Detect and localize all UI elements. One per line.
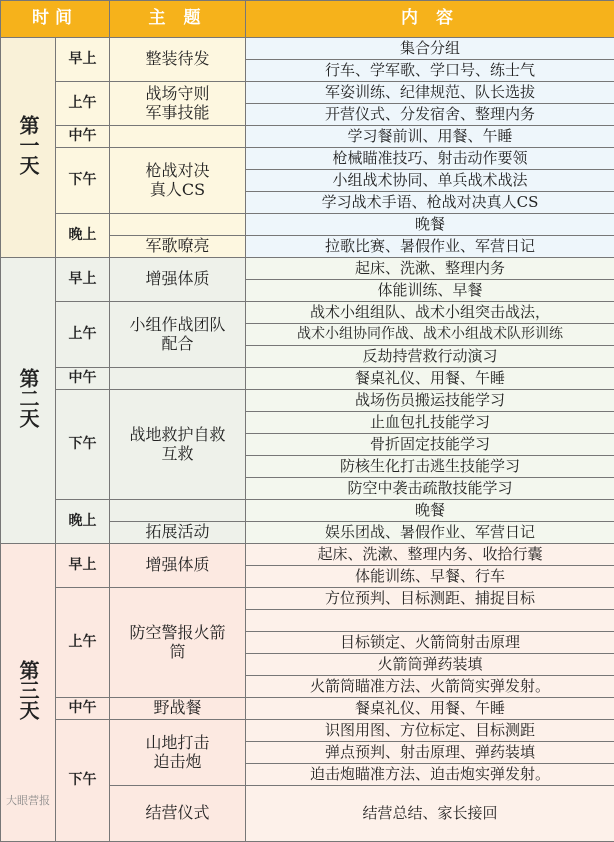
content-cell: 娱乐团战、暑假作业、军营日记 xyxy=(246,522,614,544)
topic-cell: 结营仪式 xyxy=(110,786,246,842)
content-cell: 结营总结、家长接回 xyxy=(246,786,614,842)
topic-cell xyxy=(110,500,246,522)
topic-cell xyxy=(110,720,246,786)
content-cell: 餐桌礼仪、用餐、午睡 xyxy=(246,698,614,720)
period-label: 上午 xyxy=(56,82,110,126)
content-cell: 战术小组协同作战、战术小组战术队形训练 xyxy=(246,324,614,346)
content-cell: 骨折固定技能学习 xyxy=(246,434,614,456)
topic-line: 战场守则 军事技能 xyxy=(145,84,209,121)
day-text: 第三天 xyxy=(15,660,41,720)
content-cell: 战场伤员搬运技能学习 xyxy=(246,390,614,412)
topic-cell xyxy=(110,368,246,390)
period-label: 下午 xyxy=(56,390,110,500)
content-cell: 弹点预判、射击原理、弹药装填 xyxy=(246,742,614,764)
content-cell: 止血包扎技能学习 xyxy=(246,412,614,434)
content-cell: 集合分组 xyxy=(246,38,614,60)
period-label: 早上 xyxy=(56,38,110,82)
content-cell: 小组战术协同、单兵战术战法 xyxy=(246,170,614,192)
period-label: 晚上 xyxy=(56,214,110,258)
day-label xyxy=(1,38,56,258)
content-cell: 体能训练、早餐 xyxy=(246,280,614,302)
content-cell: 拉歌比赛、暑假作业、军营日记 xyxy=(246,236,614,258)
content-cell: 起床、洗漱、整理内务、收拾行囊 xyxy=(246,544,614,566)
period-label: 下午 xyxy=(56,720,110,842)
table-row xyxy=(1,38,614,60)
topic-line: 小组作战团队 配合 xyxy=(129,315,225,352)
content-cell: 行车、学军歌、学口号、练士气 xyxy=(246,60,614,82)
topic-cell: 野战餐 xyxy=(110,698,246,720)
content-cell: 目标锁定、火箭筒射击原理 xyxy=(246,632,614,654)
content-cell: 战术小组组队、战术小组突击战法， xyxy=(246,302,614,324)
period-label: 中午 xyxy=(56,368,110,390)
content-cell: 反劫持营救行动演习 xyxy=(246,346,614,368)
content-cell: 晚餐 xyxy=(246,214,614,236)
topic-cell xyxy=(110,148,246,214)
topic-cell xyxy=(110,390,246,500)
header-row xyxy=(1,1,614,38)
day-text: 第一天 xyxy=(15,115,41,175)
topic-cell: 拓展活动 xyxy=(110,522,246,544)
period-label: 中午 xyxy=(56,126,110,148)
period-label: 早上 xyxy=(56,544,110,588)
content-cell: 体能训练、早餐、行车 xyxy=(246,566,614,588)
period-label: 中午 xyxy=(56,698,110,720)
watermark: 大眼营报 xyxy=(6,792,50,808)
topic-cell xyxy=(110,126,246,148)
content-cell: 防核生化打击逃生技能学习 xyxy=(246,456,614,478)
header-time: 时间 xyxy=(1,1,110,38)
topic-cell xyxy=(110,588,246,698)
topic-cell xyxy=(110,214,246,236)
content-cell: 火箭筒瞄准方法、火箭筒实弹发射。 xyxy=(246,676,614,698)
content-cell: 餐桌礼仪、用餐、午睡 xyxy=(246,368,614,390)
topic-line: 枪战对决 真人CS xyxy=(145,161,209,198)
topic-cell: 增强体质 xyxy=(110,258,246,302)
topic-cell: 增强体质 xyxy=(110,544,246,588)
content-cell: 防空中袭击疏散技能学习 xyxy=(246,478,614,500)
content-cell: 识图用图、方位标定、目标测距 xyxy=(246,720,614,742)
header-content: 内 容 xyxy=(246,1,614,38)
content-cell: 军姿训练、纪律规范、队长选拔 xyxy=(246,82,614,104)
content-cell: 晚餐 xyxy=(246,500,614,522)
topic-line: 战地救护自救 互救 xyxy=(129,425,225,462)
topic-cell xyxy=(110,82,246,126)
period-label: 早上 xyxy=(56,258,110,302)
topic-cell: 军歌嘹亮 xyxy=(110,236,246,258)
period-label: 上午 xyxy=(56,302,110,368)
content-cell: 学习餐前训、用餐、午睡 xyxy=(246,126,614,148)
period-label: 晚上 xyxy=(56,500,110,544)
period-label: 下午 xyxy=(56,148,110,214)
content-cell: 方位预判、目标测距、捕捉目标 xyxy=(246,588,614,610)
day-label xyxy=(1,258,56,544)
content-cell: 枪械瞄准技巧、射击动作要领 xyxy=(246,148,614,170)
period-label: 上午 xyxy=(56,588,110,698)
topic-cell: 整装待发 xyxy=(110,38,246,82)
topic-line: 防空警报火箭 筒 xyxy=(129,623,225,660)
day-text: 第二天 xyxy=(15,368,41,428)
content-cell: 迫击炮瞄准方法、迫击炮实弹发射。 xyxy=(246,764,614,786)
content-cell: 起床、洗漱、整理内务 xyxy=(246,258,614,280)
content-cell: 开营仪式、分发宿舍、整理内务 xyxy=(246,104,614,126)
content-cell: 学习战术手语、枪战对决真人CS xyxy=(246,192,614,214)
content-cell xyxy=(246,610,614,632)
content-cell: 火箭筒弹药装填 xyxy=(246,654,614,676)
topic-line: 山地打击 迫击炮 xyxy=(145,733,209,770)
topic-cell xyxy=(110,302,246,368)
header-topic: 主 题 xyxy=(110,1,246,38)
